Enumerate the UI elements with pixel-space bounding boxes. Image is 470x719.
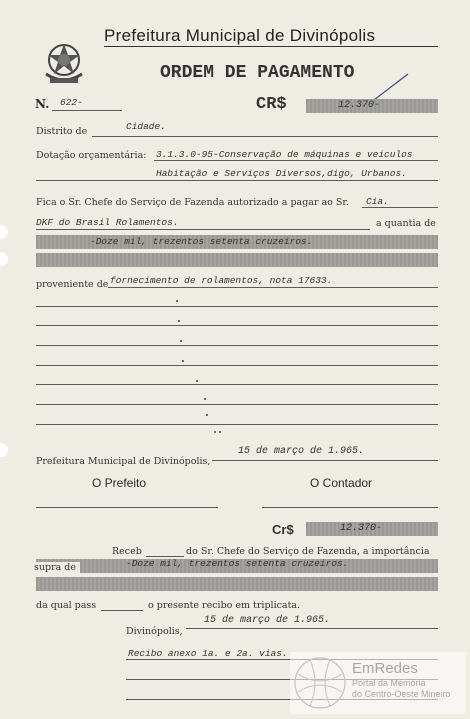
watermark-title: EmRedes [352,660,418,677]
receipt-pass-label: da qual pass [36,600,97,611]
watermark-subtitle-line-1: Portal da Memória [352,678,426,688]
rule [36,306,438,307]
document-title: ORDEM DE PAGAMENTO [160,63,355,83]
receipt-place: Divinópolis, [126,626,183,637]
currency-label: CR$ [256,95,287,114]
quantity-label: a quantia de [376,218,436,229]
rule [212,460,438,461]
watermark-subtitle-line-2: do Centro-Oeste Mineiro [352,689,451,699]
rule [101,610,143,611]
dot-mark [182,360,184,362]
dot-mark [178,320,180,322]
rule [36,229,370,230]
watermark-subtitle [352,678,451,700]
rule [36,325,438,326]
mayor-signature-line [36,507,218,508]
receipt-supra-label: supra de [34,562,77,573]
authorization-text: Fica o Sr. Chefe do Serviço de Fazenda autorizado a pagar ao Sr. [36,197,349,208]
punch-hole [0,252,8,266]
pen-stroke-mark [372,72,410,102]
rule [36,365,438,366]
payee-line-2: DKF do Brasil Rolamentos. [36,217,179,228]
rule [36,384,438,385]
rule [146,556,184,557]
receipt-currency-label: Cr$ [272,522,294,537]
dot-mark [204,398,206,400]
rule [108,287,438,288]
accountant-signature-line [262,507,438,508]
dot-mark [206,414,208,416]
rule [362,207,438,208]
dot-mark [176,300,178,302]
receipt-text: do Sr. Chefe do Serviço de Fazenda, a importância [186,546,430,557]
order-number-label: N. [35,97,50,111]
order-amount: 12.370- [338,100,381,111]
dot-mark [219,431,221,433]
mayor-label: O Prefeito [92,476,147,490]
dot-mark [214,431,216,433]
amount-words-field [36,253,438,267]
accountant-label: O Contador [310,476,373,490]
receipt-amount-words: -Doze mil, trezentos setenta cruzeiros. [126,558,349,569]
header-rule [104,46,438,47]
municipality-header: Prefeitura Municipal de Divinópolis [104,26,376,45]
allocation-line-1: 3.1.3.0-95-Conservação de máquinas e veículos [156,149,413,160]
allocation-line-2: Habitação e Serviços Diversos,digo, Urbanos. [156,168,407,179]
dot-mark [196,380,198,382]
order-number: 622- [60,97,83,108]
coat-of-arms-icon [40,38,88,88]
rule [36,180,438,181]
rule [52,110,122,111]
origin-label: proveniente de [36,279,109,290]
rule [36,404,438,405]
receipt-amount: 12.370- [340,523,383,534]
receipt-note: Recibo anexo 1a. e 2a. vias. [128,648,288,659]
receipt-receb-label: Receb [112,546,142,557]
receipt-words-field [36,577,438,591]
rule [36,345,438,346]
district-value: Cidade. [126,121,166,132]
punch-hole [0,225,8,239]
district-label: Distrito de [36,126,88,137]
rule [186,628,438,629]
rule [36,424,438,425]
rule [154,160,438,161]
punch-hole [0,443,8,457]
origin-value: fornecimento de rolamentos, nota 17633. [110,275,333,286]
receipt-pass-text: o presente recibo em triplicata. [148,600,301,611]
receipt-date: 15 de março de 1.965. [204,615,331,626]
allocation-label: Dotação orçamentária: [36,150,147,161]
rule [92,136,438,137]
signature-date: 15 de março de 1.965. [238,446,365,457]
payee-line-1: Cia. [366,196,389,207]
dot-mark [180,340,182,342]
signature-place: Prefeitura Municipal de Divinópolis, [36,456,211,467]
amount-words: -Doze mil, trezentos setenta cruzeiros. [90,236,313,247]
